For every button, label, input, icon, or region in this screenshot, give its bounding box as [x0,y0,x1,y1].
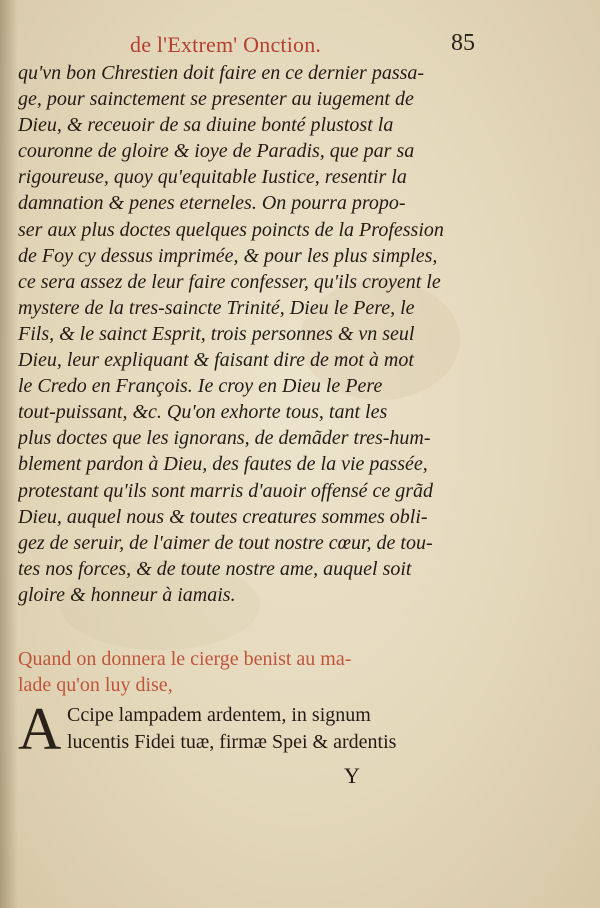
text-line: damnation & penes eterneles. On pourra propo- [18,192,406,215]
text-line: Dieu, & receuoir de sa diuine bonté plustost la [18,114,394,137]
text-line: gez de seruir, de l'aimer de tout nostre cœur, de tou- [18,531,433,554]
page-number: 85 [451,30,475,56]
text-line: de Foy cy dessus imprimée, & pour les plus simples, [18,244,438,267]
text-line: ge, pour sainctement se presenter au iugement de [18,88,414,111]
text-line: Fils, & le sainct Esprit, trois personnes & vn seul [18,322,415,345]
text-line: rigoureuse, quoy qu'equitable Iustice, resentir la [18,166,407,189]
text-line: protestant qu'ils sont marris d'auoir offensé ce grãd [18,479,434,502]
running-head: de l'Extrem' Onction. [130,32,322,57]
latin-prayer [18,696,463,762]
text-line: ce sera assez de leur faire confesser, qu'ils croyent le [18,270,441,293]
text-line: gloire & honneur à iamais. [18,583,236,606]
text-line: Dieu, auquel nous & toutes creatures sommes obli- [18,505,428,528]
french-text-block [18,60,463,608]
gutter-shadow [0,0,18,908]
text-line: plus doctes que les ignorans, de demãder tres-hum- [18,427,431,450]
text-line: tes nos forces, & de toute nostre ame, auquel soit [18,557,412,580]
text-line: tout-puissant, &c. Qu'on exhorte tous, tant les [18,401,388,424]
page-header [130,32,475,62]
drop-cap: A [18,696,62,762]
rubric-line: lade qu'on luy dise, [18,674,173,696]
rubric-line: Quand on donnera le cierge benist au ma- [18,648,352,670]
signature-mark: Y [344,763,360,788]
text-line: blement pardon à Dieu, des fautes de la vie passée, [18,453,428,476]
latin-line: lucentis Fidei tuæ, firmæ Spei & ardentis [67,731,397,753]
text-line: couronne de gloire & ioye de Paradis, que par sa [18,140,415,163]
text-line: mystere de la tres-saincte Trinité, Dieu le Pere, le [18,296,415,319]
text-line: qu'vn bon Chrestien doit faire en ce dernier passa- [18,62,425,84]
latin-line: Ccipe lampadem ardentem, in signum [67,704,371,726]
rubric-instruction [18,646,463,698]
text-line: ser aux plus doctes quelques poincts de la Profession [18,218,444,241]
text-line: le Credo en François. Ie croy en Dieu le Pere [18,375,383,398]
text-line: Dieu, leur expliquant & faisant dire de mot à mot [18,349,414,372]
